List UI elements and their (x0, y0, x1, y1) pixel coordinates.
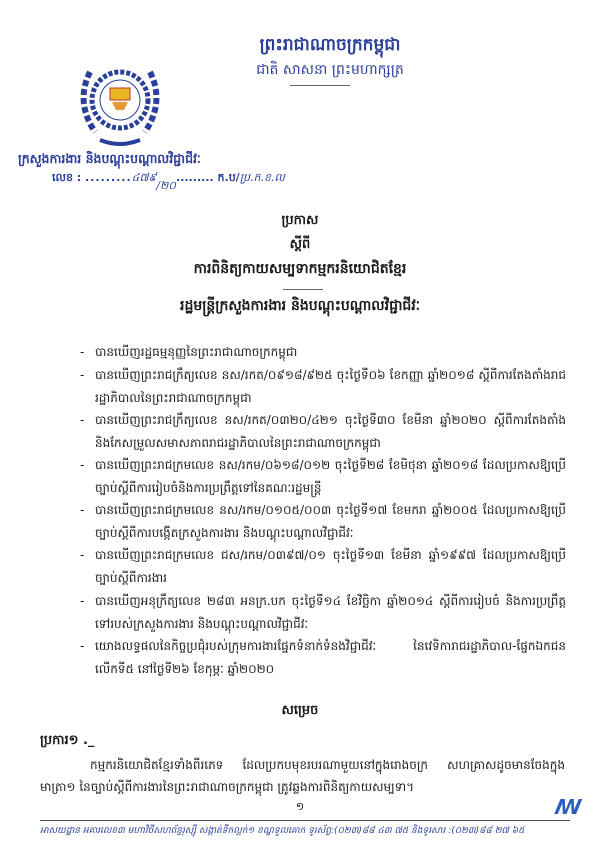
national-motto: ជាតិ សាសនា ព្រះមហាក្សត្រ (256, 62, 404, 78)
list-item: - បានឃើញព្រះរាជក្រមលេខ នស/រកម/០១០៥/០០៣ ចុះថ្ងៃទី១៧ ខែមករា ឆ្នាំ២០០៥ ដែលប្រកាសឱ្យប្រើច្បាប់ស្តីពីការបង្កើតក្រសួងការងារ និងបណ្តុះបណ្តាលវិជ្ជាជីវៈ (80, 503, 566, 540)
footer-address: អាសយដ្ឋាន អគារលេខ៣ មហាវិថីសហព័ន្ធរុស្ស៊ី សង្កាត់ទឹកល្អក់១ ខណ្ឌទួលគោក ទូរស័ព្ទ:(០២៣)៨៨ ៤៣ ៧៥ និងទូរសារ :(០២៣)៨៨ ២៧ ៦៥ (40, 826, 525, 836)
ministry-logo (70, 52, 170, 152)
ref-code-label: ក.ប/ (217, 171, 240, 184)
decision-heading: សម្រេច (281, 703, 319, 718)
about-label: ស្តីពី (289, 237, 311, 252)
ref-label: លេខ : (52, 171, 82, 184)
article-1-text: កម្មករនិយោជិតខ្មែរទាំងពីរភេទ ដែលប្រកបមុខរបរណាមួយនៅក្នុងរោងចក្រ សហគ្រាសដូចមានចែងក្នុងមាត្រា១ នៃច្បាប់ស្តីពីការងារនៃព្រះរាជាណាចក្រកម្ពុជា ត្រូវឆ្លងការពិនិត្យកាយសម្បទា។ (40, 758, 565, 794)
issuer: រដ្ឋមន្ត្រីក្រសួងការងារ និងបណ្តុះបណ្តាលវិជ្ជាជីវៈ (180, 298, 420, 314)
article-1-label: ប្រការ១ ._ (40, 733, 95, 748)
list-item: - បានឃើញព្រះរាជក្រឹត្យលេខ នស/រកត/០៩១៨/៩២៥ ចុះថ្ងៃទី០៦ ខែកញ្ញា ឆ្នាំ២០១៨ ស្តីពីការតែងតាំងរាជរដ្ឋាភិបាលនៃព្រះរាជាណាចក្រកម្ពុជា (80, 368, 566, 405)
list-item: - បានឃើញព្រះរាជក្រឹត្យលេខ នស/រកត/០៣២០/៤២១ ចុះថ្ងៃទី៣០ ខែមីនា ឆ្នាំ២០២០ ស្តីពីការតែងតាំង និងកែសម្រួលសមាសភាពរាជរដ្ឋាភិបាលនៃព្រះរាជាណាចក្រកម្ពុជា (80, 413, 566, 450)
header-divider (290, 85, 350, 86)
list-item: - បានឃើញព្រះរាជក្រមលេខ នស/រកម/០៦១៨/០១២ ចុះថ្ងៃទី២៨ ខែមិថុនា ឆ្នាំ២០១៨ ដែលប្រកាសឱ្យប្រើច្បាប់ស្តីពីការរៀបចំនិងការប្រព្រឹត្តទៅនៃគណៈរដ្ឋមន្ត្រី (80, 458, 566, 495)
ref-number: ៤៧៩ (131, 171, 157, 184)
footer-divider (40, 820, 570, 821)
ref-code: ប្រ.ក.ខ.ល (239, 171, 285, 184)
ministry-name: ក្រសួងការងារ និងបណ្តុះបណ្តាលវិជ្ជាជីវៈ (18, 151, 201, 166)
list-item: - យោងលទ្ធផលនៃកិច្ចប្រជុំរបស់ក្រុមការងារផ្នែកទំនាក់ទំនងវិជ្ជាជីវៈ នៃវេទិការាជរដ្ឋាភិបាល-ផ្នែកឯកជនលើកទី៥ នៅថ្ងៃទី២៦ ខែកុម្ភៈ ឆ្នាំ២០២០ (80, 639, 566, 676)
list-item: - បានឃើញព្រះរាជក្រមលេខ ជស/រកម/០៣៩៧/០១ ចុះថ្ងៃទី១៣ ខែមីនា ឆ្នាំ១៩៩៧ ដែលប្រកាសឱ្យប្រើច្បាប់ស្តីពីការងារ (80, 548, 566, 585)
reference-number: លេខ : .........៤៧៩/២០......... ក.ប/ប្រ.ក.ខ.ល (52, 171, 285, 192)
document-subject: ការពិនិត្យកាយសម្បទាកម្មករនិយោជិតខ្មែរ (193, 261, 407, 277)
list-item: - បានឃើញរដ្ឋធម្មនុញ្ញនៃព្រះរាជាណាចក្រកម្ពុជា (80, 345, 298, 359)
kingdom-title: ព្រះរាជាណាចក្រកម្ពុជា (259, 35, 401, 55)
title-divider (283, 289, 323, 290)
signature-initial: ꟿ (555, 795, 582, 819)
list-item: - បានឃើញអនុក្រឹត្យលេខ ២៨៣ អនក្រ.បក ចុះថ្ងៃទី១៤ ខែវិច្ឆិកា ឆ្នាំ២០១៤ ស្តីពីការរៀបចំ និងការប្រព្រឹត្តទៅរបស់ក្រសួងការងារ និងបណ្តុះបណ្តាលវិជ្ជាជីវៈ (80, 594, 566, 631)
document-type: ប្រកាស (281, 213, 319, 228)
page-number: ១ (295, 800, 305, 813)
ref-year: /២០ (156, 179, 177, 192)
